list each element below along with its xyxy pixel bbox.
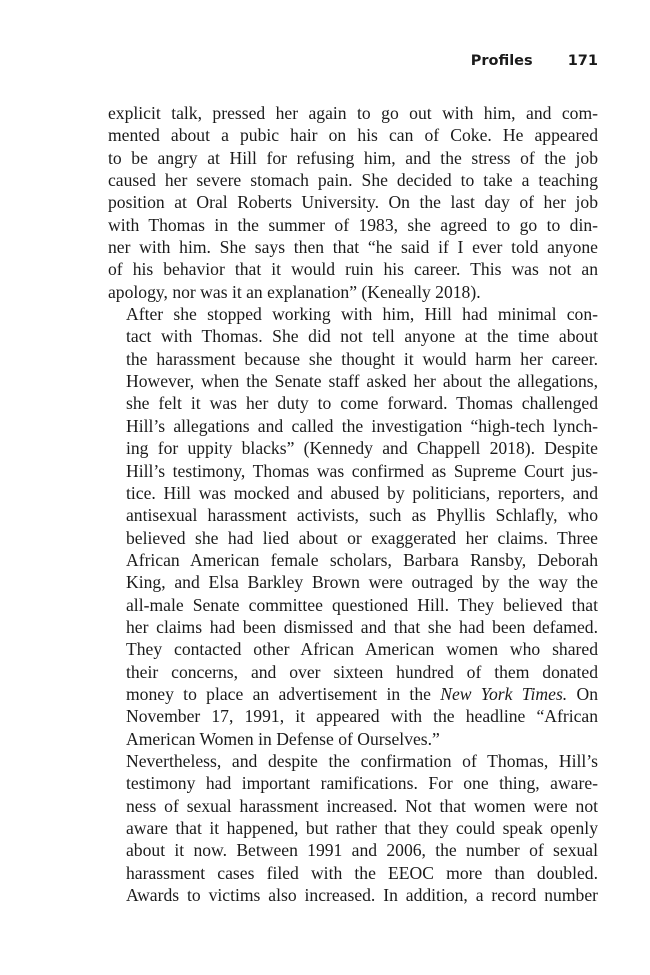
page-number: 171 <box>567 53 598 69</box>
text-line: the harassment because she thought it would harm her career. <box>126 348 598 369</box>
text-line: their concerns, and over sixteen hundred of them donated <box>126 661 598 682</box>
text-line: antisexual harassment activists, such as Phyllis Schlafly, who <box>126 505 598 526</box>
line-text: money to place an advertisement in the <box>126 683 441 704</box>
paragraph-1 <box>108 102 598 303</box>
text-line: mented about a pubic hair on his can of Coke. He appeared <box>108 125 598 146</box>
running-head <box>471 53 598 69</box>
text-line: tact with Thomas. She did not tell anyone at the time about <box>126 326 598 347</box>
text-line: to be angry at Hill for refusing him, and the stress of the job <box>108 147 598 168</box>
text-line: testimony had important ramifications. For one thing, aware- <box>126 773 598 794</box>
paragraph-2 <box>108 303 598 750</box>
text-line: ing for uppity blacks” (Kennedy and Chappell 2018). Despite <box>126 438 598 459</box>
text-line: explicit talk, pressed her again to go out with him, and com- <box>108 103 598 123</box>
running-head-section-title: Profiles <box>470 53 533 69</box>
text-line-with-title <box>108 683 598 705</box>
text-line: November 17, 1991, it appeared with the headline “African <box>126 706 598 727</box>
paragraph-3 <box>108 750 598 906</box>
line-text-end: On <box>567 683 599 704</box>
text-line: King, and Elsa Barkley Brown were outraged by the way the <box>126 572 598 593</box>
text-line: harassment cases filed with the EEOC more than doubled. <box>126 862 598 883</box>
text-line: ner with him. She says then that “he said if I ever told anyone <box>108 237 598 258</box>
text-line: she felt it was her duty to come forward. Thomas challenged <box>126 393 598 414</box>
text-line: of his behavior that it would ruin his career. This was not an <box>108 259 598 280</box>
text-line: They contacted other African American women who shared <box>126 639 598 660</box>
text-line: After she stopped working with him, Hill had minimal con- <box>126 304 598 325</box>
body-text <box>108 102 598 906</box>
text-line: ness of sexual harassment increased. Not that women were not <box>126 795 598 816</box>
newspaper-title: New York Times. <box>440 683 568 704</box>
text-line: with Thomas in the summer of 1983, she agreed to go to din- <box>108 214 598 235</box>
text-line: position at Oral Roberts University. On the last day of her job <box>108 192 598 213</box>
text-line: Nevertheless, and despite the confirmation of Thomas, Hill’s <box>126 750 598 771</box>
text-line: aware that it happened, but rather that they could speak openly <box>126 818 598 838</box>
text-line: American Women in Defense of Ourselves.” <box>126 728 440 749</box>
text-line: However, when the Senate staff asked her about the allegations, <box>126 371 598 392</box>
text-line: about it now. Between 1991 and 2006, the number of sexual <box>126 840 598 861</box>
text-line: Awards to victims also increased. In addition, a record number <box>126 885 598 906</box>
text-line: all-male Senate committee questioned Hill. They believed that <box>126 594 598 615</box>
text-line: apology, nor was it an explanation” (Keneally 2018). <box>108 281 481 302</box>
text-line: tice. Hill was mocked and abused by politicians, reporters, and <box>126 482 598 503</box>
text-line: Hill’s allegations and called the investigation “high-tech lynch- <box>126 415 598 436</box>
text-line: African American female scholars, Barbara Ransby, Deborah <box>126 549 598 570</box>
text-line: caused her severe stomach pain. She decided to take a teaching <box>108 170 598 191</box>
text-line: her claims had been dismissed and that she had been defamed. <box>126 616 598 637</box>
text-line: believed she had lied about or exaggerated her claims. Three <box>126 527 598 548</box>
text-line: Hill’s testimony, Thomas was confirmed as Supreme Court jus- <box>126 460 598 481</box>
